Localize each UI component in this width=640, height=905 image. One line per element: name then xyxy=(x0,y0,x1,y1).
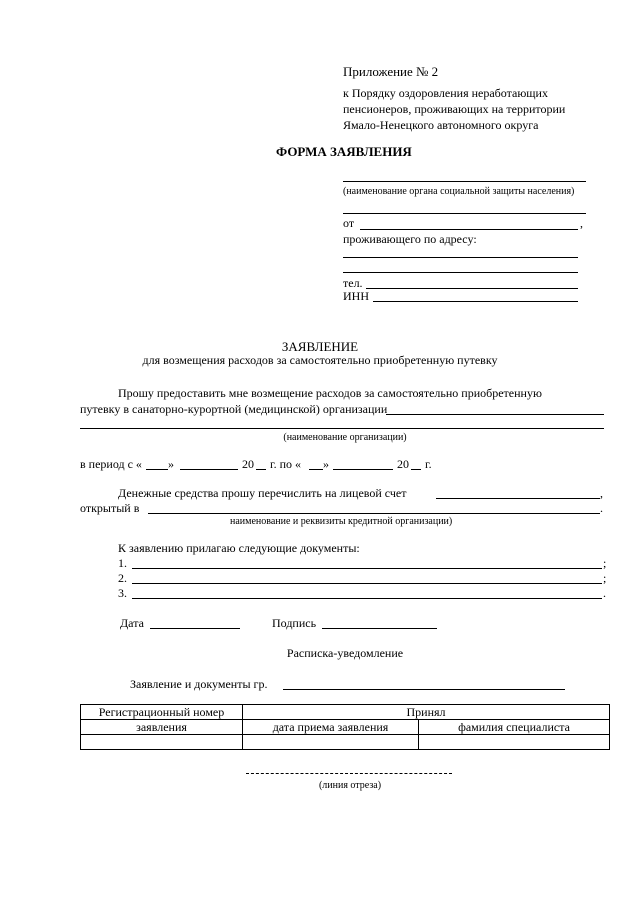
period-month-1[interactable] xyxy=(180,469,238,470)
period-year-2[interactable] xyxy=(411,469,421,470)
money-end: , xyxy=(600,486,603,500)
attach-num-2: 2. xyxy=(118,571,127,585)
inn-field[interactable] xyxy=(373,301,578,302)
reg-number-header-2: заявления xyxy=(81,720,243,735)
citizen-name-field[interactable] xyxy=(283,689,565,690)
table-row xyxy=(81,735,610,750)
attach-end-1: ; xyxy=(603,556,607,570)
para1-line2: путевку в санаторно-курортной (медицинской) организации xyxy=(80,402,388,416)
specialist-header: фамилия специалиста xyxy=(419,720,610,735)
period-day-1[interactable] xyxy=(146,469,168,470)
attach-num-3: 3. xyxy=(118,586,127,600)
residing-label: проживающего по адресу: xyxy=(343,232,477,246)
accepted-header: Принял xyxy=(243,705,610,720)
organization-field[interactable] xyxy=(386,414,604,415)
attach-field-2[interactable] xyxy=(132,583,602,584)
opened-end: . xyxy=(600,501,603,515)
para1-line1: Прошу предоставить мне возмещение расходов за самостоятельно приобретенную xyxy=(118,386,542,400)
attach-intro: К заявлению прилагаю следующие документы: xyxy=(118,541,360,555)
cut-line-caption: (линия отреза) xyxy=(318,780,382,791)
from-field[interactable] xyxy=(360,229,578,230)
cut-line xyxy=(246,773,452,774)
appendix-ref-line2: пенсионеров, проживающих на территории xyxy=(343,102,566,116)
period-day-2[interactable] xyxy=(309,469,323,470)
inn-label: ИНН xyxy=(343,289,369,303)
bank-caption: наименование и реквизиты кредитной организации) xyxy=(230,516,453,527)
period-quote-2: » xyxy=(323,457,329,471)
date-field[interactable] xyxy=(150,628,240,629)
opened-in-label: открытый в xyxy=(80,501,140,515)
phone-label: тел. xyxy=(343,276,363,290)
period-end: г. xyxy=(425,457,432,471)
from-label: от xyxy=(343,216,355,230)
appendix-number: Приложение № 2 xyxy=(343,64,439,79)
receipt-docs-line: Заявление и документы гр. xyxy=(130,677,268,691)
period-month-2[interactable] xyxy=(333,469,393,470)
receipt-title: Расписка-уведомление xyxy=(286,646,404,660)
table-row xyxy=(81,720,610,735)
from-end: , xyxy=(580,216,583,230)
period-year-prefix-2: 20 xyxy=(397,457,409,471)
period-year-prefix-1: 20 xyxy=(242,457,254,471)
org-name-line-2[interactable] xyxy=(343,213,586,214)
form-title: ФОРМА ЗАЯВЛЕНИЯ xyxy=(276,144,412,159)
signature-label: Подпись xyxy=(272,616,317,630)
specialist-cell[interactable] xyxy=(419,735,610,750)
org-caption: (наименование органа социальной защиты населения) xyxy=(343,186,575,197)
attach-num-1: 1. xyxy=(118,556,127,570)
organization-field-2[interactable] xyxy=(80,428,604,429)
org-name-caption: (наименование организации) xyxy=(283,432,407,443)
org-name-line[interactable] xyxy=(343,181,586,182)
address-line-1[interactable] xyxy=(343,257,578,258)
table-row xyxy=(81,705,610,720)
date-received-cell[interactable] xyxy=(243,735,419,750)
account-field[interactable] xyxy=(436,498,600,499)
signature-field[interactable] xyxy=(322,628,437,629)
attach-field-1[interactable] xyxy=(132,568,602,569)
receipt-table xyxy=(80,704,610,750)
reg-number-cell[interactable] xyxy=(81,735,243,750)
date-received-header: дата приема заявления xyxy=(243,720,419,735)
phone-field[interactable] xyxy=(366,288,578,289)
attach-end-3: . xyxy=(603,586,606,600)
money-line: Денежные средства прошу перечислить на лицевой счет xyxy=(118,486,407,500)
period-from-label: в период с « xyxy=(80,457,142,471)
reg-number-header-1: Регистрационный номер xyxy=(81,705,243,720)
appendix-ref-line3: Ямало-Ненецкого автономного округа xyxy=(343,118,539,132)
appendix-ref-line1: к Порядку оздоровления неработающих xyxy=(343,86,548,100)
statement-subtitle: для возмещения расходов за самостоятельно приобретенную путевку xyxy=(142,353,498,367)
statement-title: ЗАЯВЛЕНИЕ xyxy=(281,339,359,354)
period-to-label: г. по « xyxy=(270,457,301,471)
period-year-1[interactable] xyxy=(256,469,266,470)
attach-end-2: ; xyxy=(603,571,607,585)
address-line-2[interactable] xyxy=(343,272,578,273)
date-label: Дата xyxy=(120,616,144,630)
attach-field-3[interactable] xyxy=(132,598,602,599)
bank-field[interactable] xyxy=(148,513,600,514)
period-quote-1: » xyxy=(168,457,174,471)
